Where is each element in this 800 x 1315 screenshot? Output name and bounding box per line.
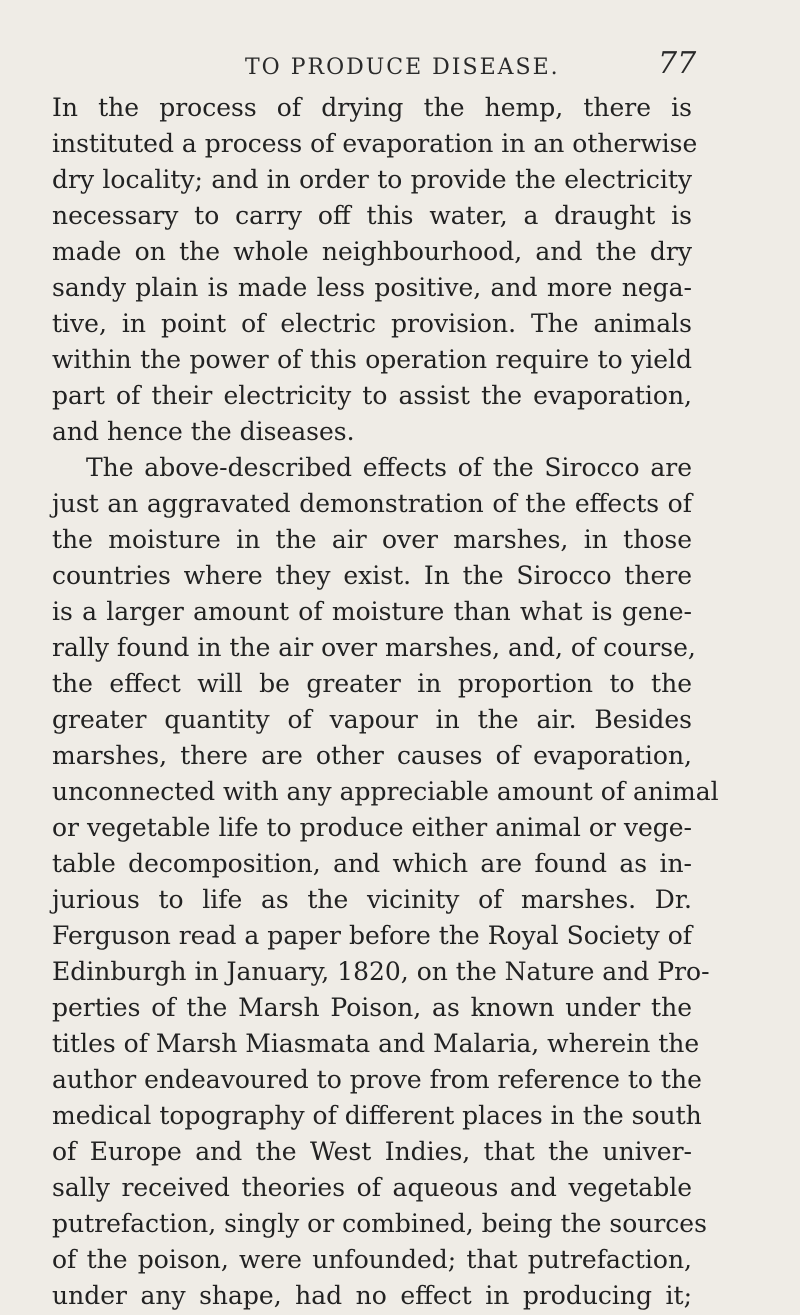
text-line: The above-described effects of the Sirocco are	[86, 453, 692, 482]
text-line: author endeavoured to prove from reference to the	[52, 1065, 702, 1094]
text-line: necessary to carry off this water, a draught is	[52, 201, 692, 230]
running-head: TO PRODUCE DISEASE.	[245, 55, 560, 80]
text-line: rally found in the air over marshes, and, of course,	[52, 633, 696, 662]
text-line: sally received theories of aqueous and vegetable	[52, 1173, 692, 1202]
text-line: Ferguson read a paper before the Royal Society of	[52, 921, 692, 950]
text-line: or vegetable life to produce either animal or vege-	[52, 813, 692, 842]
text-line: marshes, there are other causes of evaporation,	[52, 741, 692, 770]
body-text	[52, 90, 719, 1314]
text-line: titles of Marsh Miasmata and Malaria, wherein the	[52, 1029, 700, 1058]
text-line: part of their electricity to assist the evaporation,	[52, 381, 692, 410]
text-line: unconnected with any appreciable amount of animal	[52, 777, 719, 806]
text-line: is a larger amount of moisture than what is gene-	[52, 597, 692, 626]
text-line: In the process of drying the hemp, there is	[52, 93, 692, 122]
text-line: of Europe and the West Indies, that the univer-	[52, 1137, 692, 1166]
text-line: tive, in point of electric provision. The animals	[52, 309, 692, 338]
text-line: sandy plain is made less positive, and more nega-	[52, 273, 692, 302]
text-line: medical topography of different places in the south	[52, 1101, 702, 1130]
text-line: Edinburgh in January, 1820, on the Nature and Pro-	[52, 957, 710, 986]
text-line: putrefaction, singly or combined, being the sources	[52, 1209, 707, 1238]
text-line: jurious to life as the vicinity of marshes. Dr.	[52, 885, 692, 914]
text-line: within the power of this operation require to yield	[52, 345, 692, 374]
text-line: countries where they exist. In the Sirocco there	[52, 561, 692, 590]
text-line: instituted a process of evaporation in an otherwise	[52, 129, 698, 158]
text-line: the effect will be greater in proportion to the	[52, 669, 692, 698]
text-line: of the poison, were unfounded; that putrefaction,	[52, 1245, 692, 1274]
text-line: just an aggravated demonstration of the effects of	[52, 489, 692, 518]
page-number: 77	[658, 46, 697, 81]
text-line: under any shape, had no effect in producing it;	[52, 1281, 692, 1310]
text-line: table decomposition, and which are found as in-	[52, 849, 692, 878]
text-line: greater quantity of vapour in the air. Besides	[52, 705, 692, 734]
text-line: made on the whole neighbourhood, and the dry	[52, 237, 692, 266]
text-line: dry locality; and in order to provide the electricity	[52, 165, 692, 194]
text-line: perties of the Marsh Poison, as known under the	[52, 993, 692, 1022]
text-line: and hence the diseases.	[52, 417, 355, 446]
text-line: the moisture in the air over marshes, in those	[52, 525, 692, 554]
